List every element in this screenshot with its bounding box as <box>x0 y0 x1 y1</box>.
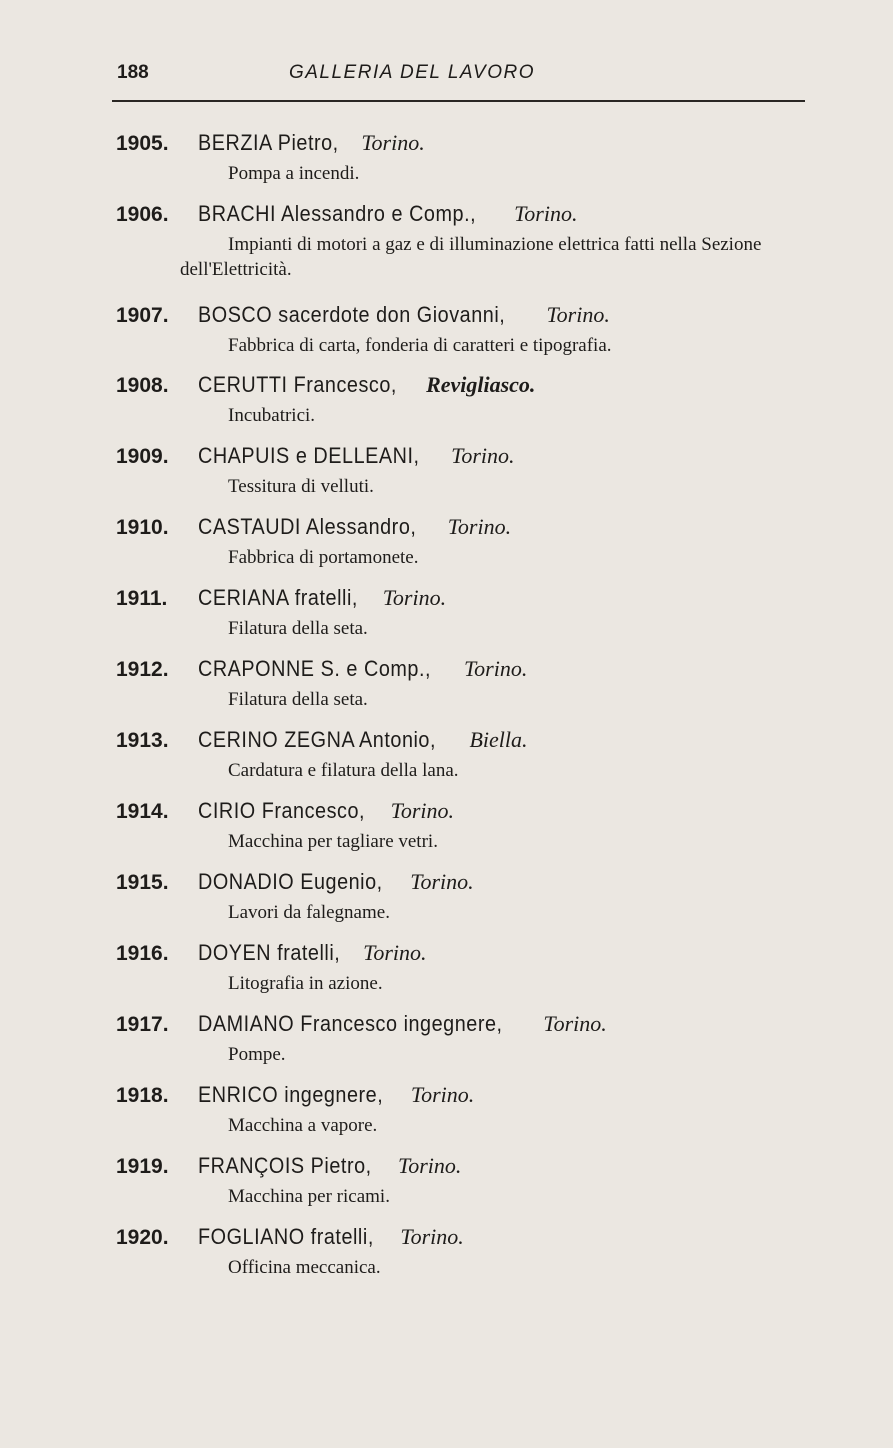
list-item <box>116 1082 816 1138</box>
entry-number: 1916. <box>116 942 169 965</box>
entry-name: BERZIA Pietro, <box>198 130 339 155</box>
page-header <box>112 62 802 92</box>
entry-name: CIRIO Francesco, <box>198 798 366 823</box>
entry-description: Filatura della seta. <box>228 689 368 710</box>
entry-description: Macchina a vapore. <box>228 1115 378 1136</box>
header-rule <box>112 100 805 102</box>
entry-city: Torino. <box>546 302 610 327</box>
list-item <box>116 1224 816 1280</box>
entry-city: Torino. <box>400 1224 464 1249</box>
entry-name: CERINO ZEGNA Antonio, <box>198 727 437 752</box>
entry-number: 1911. <box>116 587 168 610</box>
entry-number: 1918. <box>116 1084 169 1107</box>
entry-number: 1919. <box>116 1155 169 1178</box>
list-item <box>116 869 816 925</box>
entry-name: CHAPUIS e DELLEANI, <box>198 443 420 468</box>
entry-name: CERUTTI Francesco, <box>198 372 397 397</box>
list-item <box>116 940 816 996</box>
entry-name: CASTAUDI Alessandro, <box>198 514 417 539</box>
entry-name: DAMIANO Francesco ingegnere, <box>198 1011 503 1036</box>
entry-name: DOYEN fratelli, <box>198 940 341 965</box>
list-item <box>116 1153 816 1209</box>
list-item <box>116 372 816 428</box>
list-item <box>116 727 816 783</box>
entry-city: Torino. <box>397 1153 462 1178</box>
entry-name: BRACHI Alessandro e Comp., <box>198 201 477 226</box>
entry-description: Officina meccanica. <box>228 1257 381 1278</box>
list-item <box>116 1011 816 1067</box>
entry-city: Torino. <box>410 1082 475 1107</box>
list-item <box>116 585 816 641</box>
entry-number: 1905. <box>116 132 169 155</box>
entry-city: Torino. <box>390 798 455 823</box>
entry-city: Biella. <box>469 727 528 752</box>
entry-city: Torino. <box>363 940 427 965</box>
entry-description: Fabbrica di portamonete. <box>228 547 419 568</box>
entry-description: Tessitura di velluti. <box>228 476 374 497</box>
entry-number: 1906. <box>116 203 169 226</box>
running-title: GALLERIA DEL LAVORO <box>288 62 536 83</box>
entry-city: Torino. <box>382 585 447 610</box>
entry-number: 1920. <box>116 1226 169 1249</box>
entry-description: Macchina per ricami. <box>228 1186 390 1207</box>
entry-city: Torino. <box>447 514 512 539</box>
entry-name: FOGLIANO fratelli, <box>198 1224 374 1249</box>
entry-description: Lavori da falegname. <box>228 902 390 923</box>
entry-number: 1915. <box>116 871 169 894</box>
list-item <box>116 514 816 570</box>
entry-city: Torino. <box>361 130 425 155</box>
entry-description: Pompe. <box>228 1044 286 1065</box>
entry-description: Litografia in azione. <box>228 973 383 994</box>
entry-description: Impianti di motori a gaz e di illuminazione elettrica fatti nella Sezione dell'Elettricità. <box>180 234 762 280</box>
entry-city: Torino. <box>543 1011 607 1036</box>
entry-number: 1914. <box>116 800 169 823</box>
entry-name: CRAPONNE S. e Comp., <box>198 656 432 681</box>
page-number: 188 <box>117 62 149 83</box>
entry-name: ENRICO ingegnere, <box>198 1082 384 1107</box>
entry-description: Macchina per tagliare vetri. <box>228 831 438 852</box>
entry-city: Torino. <box>451 443 515 468</box>
list-item <box>116 656 816 712</box>
entry-name: FRANÇOIS Pietro, <box>198 1153 372 1178</box>
entry-city: Torino. <box>463 656 528 681</box>
entry-number: 1917. <box>116 1013 169 1036</box>
entry-description: Filatura della seta. <box>228 618 368 639</box>
entry-description: Cardatura e filatura della lana. <box>228 760 459 781</box>
entry-number: 1910. <box>116 516 169 539</box>
list-item <box>116 201 816 282</box>
list-item <box>116 798 816 854</box>
entry-description: Fabbrica di carta, fonderia di caratteri e tipografia. <box>228 335 612 356</box>
entry-number: 1908. <box>116 374 169 397</box>
entry-name: BOSCO sacerdote don Giovanni, <box>198 302 506 327</box>
entry-number: 1912. <box>116 658 169 681</box>
entry-city: Torino. <box>514 201 578 226</box>
entry-name: DONADIO Eugenio, <box>198 869 383 894</box>
entry-description: Pompa a incendi. <box>228 163 360 184</box>
entry-description: Incubatrici. <box>228 405 316 426</box>
entry-city: Revigliasco. <box>426 372 536 397</box>
entry-city: Torino. <box>410 869 474 894</box>
list-item <box>116 443 816 499</box>
entry-number: 1909. <box>116 445 169 468</box>
entry-number: 1913. <box>116 729 169 752</box>
entry-name: CERIANA fratelli, <box>198 585 358 610</box>
entry-number: 1907. <box>116 304 169 327</box>
list-item <box>116 302 816 358</box>
list-item <box>116 130 816 186</box>
